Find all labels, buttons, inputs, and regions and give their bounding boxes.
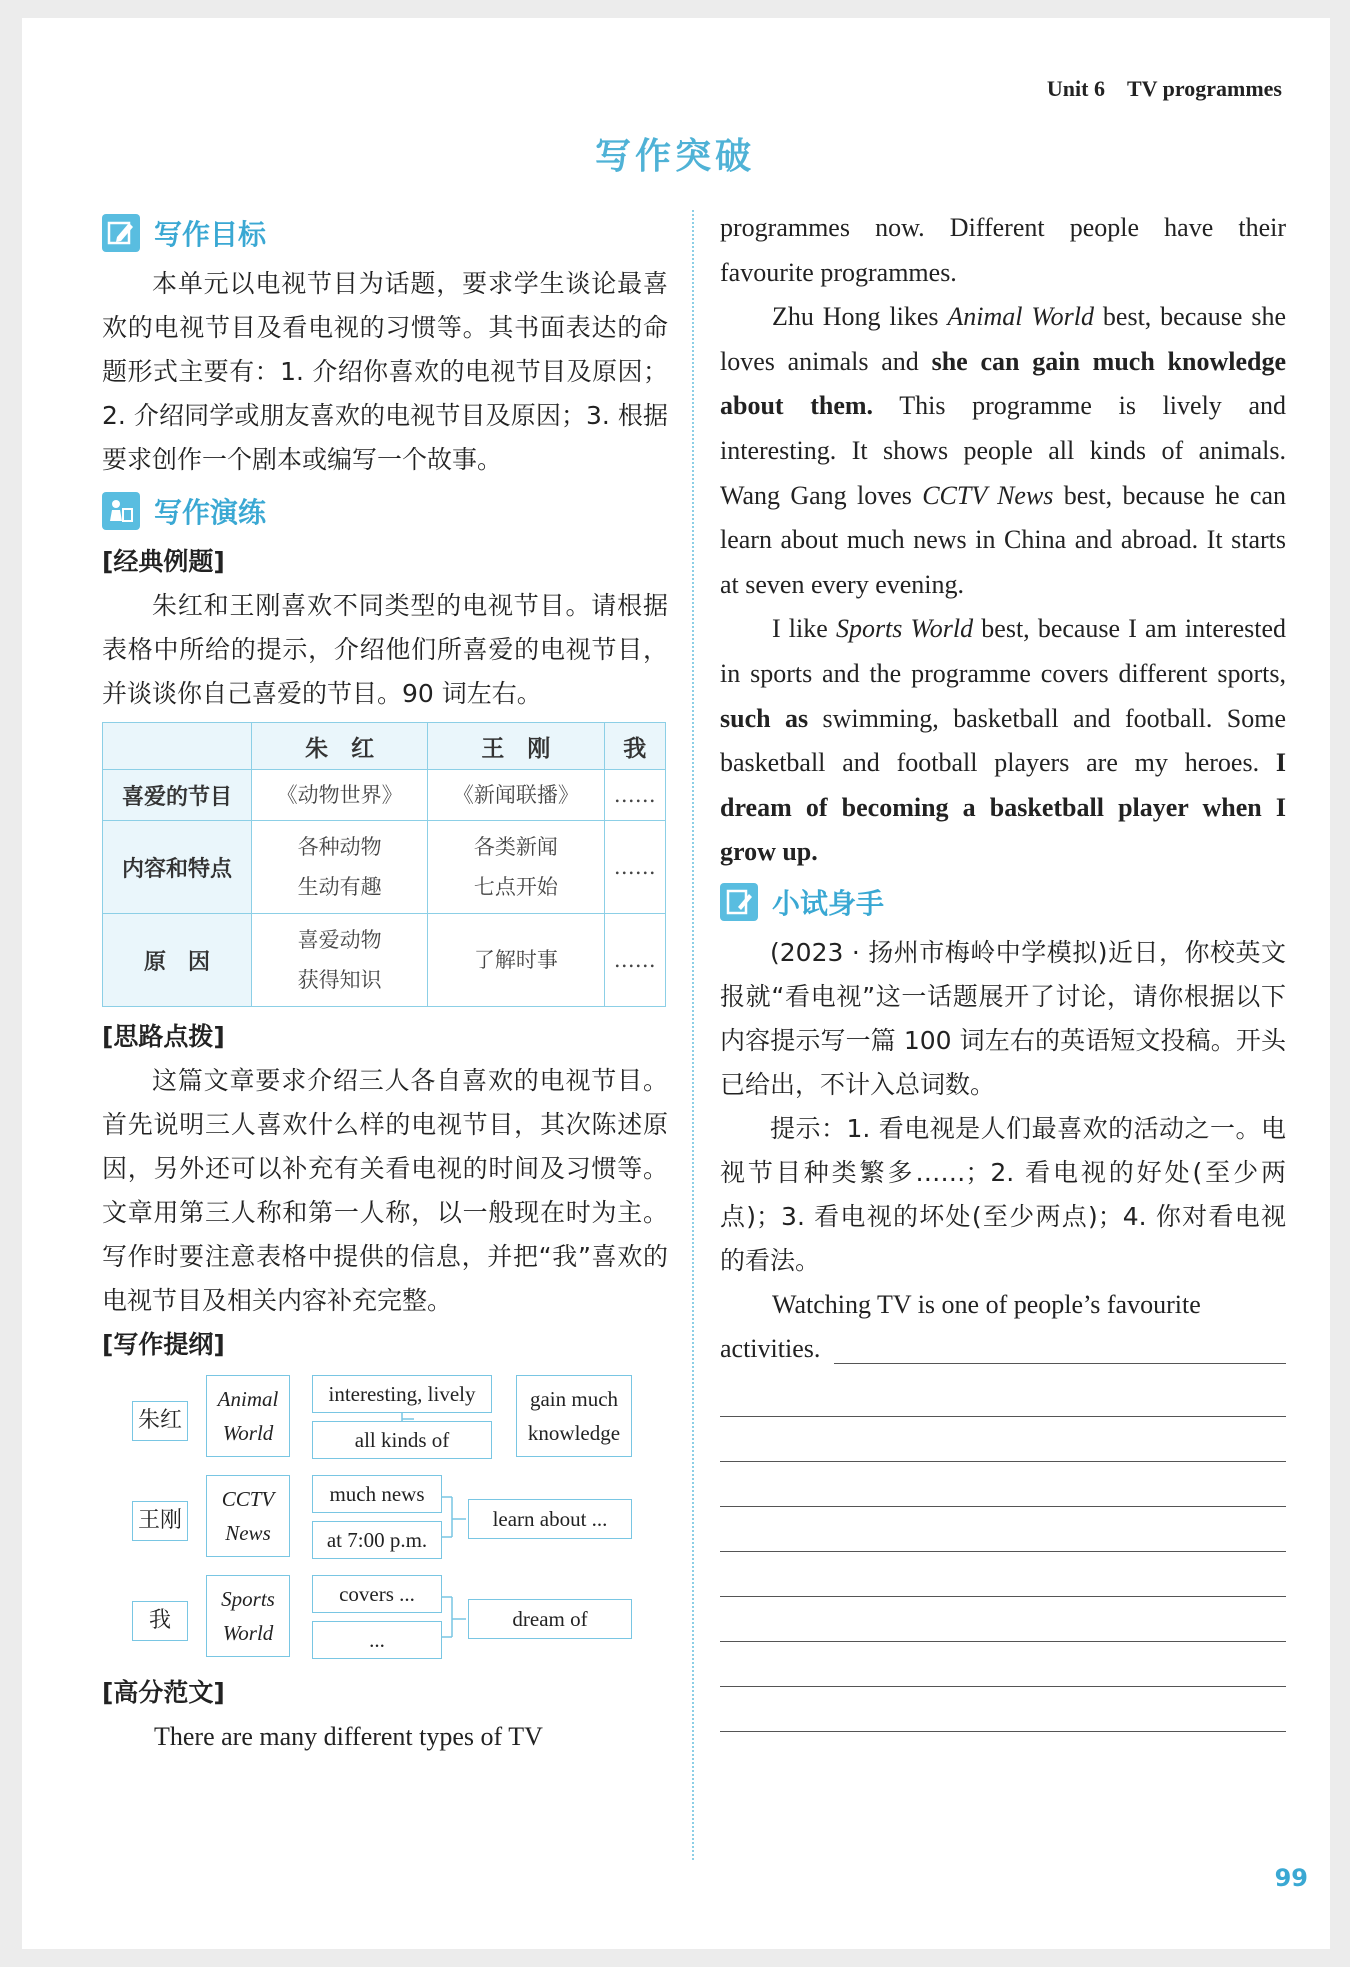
program-name: Sports World [835,614,974,644]
answer-line[interactable] [720,1507,1286,1552]
outline-label: [写作提纲] [102,1330,225,1359]
program-name: Animal World [947,302,1095,332]
row-label: 原 因 [103,914,252,1007]
cell-line: 七点开始 [473,875,558,899]
model-essay-paragraph-2 [720,295,1286,607]
row-label: 内容和特点 [103,821,252,914]
outline-feature: all kinds of [312,1421,492,1459]
text-run: best, because she loves animals and [720,302,1287,376]
answer-line[interactable] [720,1597,1286,1642]
answer-line[interactable] [834,1363,1286,1364]
program-line: World [222,1421,274,1445]
model-essay-start: There are many different types of TV [154,1722,543,1751]
answer-line[interactable] [720,1372,1286,1417]
reason-line: gain much [529,1387,619,1411]
task-text: (2023 · 扬州市梅岭中学模拟)近日，你校英文报就“看电视”这一话题展开了讨论，请你根据以下内容提示写一篇 100 词左右的英语短文投稿。开头已给出，不计入总词数。 [720,937,1286,1099]
writing-outline-diagram [102,1373,668,1661]
example-prompt: 朱红和王刚喜欢不同类型的电视节目。请根据表格中所给的提示，介绍他们所喜爱的电视节目，并谈谈你自己喜爱的节目。90 词左右。 [102,591,668,708]
cell-line: 喜爱动物 [297,928,382,952]
outline-feature: much news [312,1475,442,1513]
task-opening: Watching TV is one of people’s favourite [772,1289,1201,1319]
highlight-phrase: I dream of becoming a basketball player when I grow up. [720,748,1286,867]
table-row [103,821,666,914]
example-table [102,722,666,1007]
outline-person-zhu: 朱红 [132,1401,188,1441]
section-try-heading [720,879,1286,925]
cell-line: 生动有趣 [297,875,382,899]
model-essay-continued: programmes now. Different people have their favourite programmes. [720,213,1286,287]
goal-text: 本单元以电视节目为话题，要求学生谈论最喜欢的电视节目及看电视的习惯等。其书面表达的命题形式主要有：1. 介绍你喜欢的电视节目及原因；2. 介绍同学或朋友喜欢的电视节目及原因；3. 根据要求创作一个剧本或编写一个故事。 [102,269,668,474]
unit-label: Unit 6 [1046,76,1105,101]
outline-person-wang: 王刚 [132,1501,188,1541]
model-essay-paragraph-3 [720,607,1286,875]
table-cell: …… [604,914,666,1007]
task-hints: 提示：1. 看电视是人们最喜欢的活动之一。电视节目种类繁多……；2. 看电视的好处(至少两点)；3. 看电视的坏处(至少两点)；4. 你对看电视的看法。 [720,1113,1286,1275]
section-practice-heading [102,488,668,534]
highlight-phrase: she can gain much knowledge about them. [720,346,1286,421]
outline-feature: at 7:00 p.m. [312,1521,442,1559]
column-divider [692,210,694,1860]
writing-person-icon [102,492,140,530]
table-header-cell: 王 刚 [428,723,604,770]
answer-line[interactable] [720,1687,1286,1732]
page-title: 写作突破 [594,136,755,177]
example-label: [经典例题] [102,547,225,576]
table-cell [252,821,428,914]
table-row [103,914,666,1007]
left-column [102,210,668,1760]
program-line: CCTV [221,1487,275,1511]
right-column [720,206,1286,1732]
table-row [103,770,666,821]
cell-line: 各种动物 [297,835,382,859]
text-run: swimming, basketball and football. Some basketball and football players are my heroes. [720,703,1286,778]
outline-reason-zhu [516,1375,632,1457]
outline-reason-me: dream of [468,1599,632,1639]
table-cell [428,821,604,914]
table-cell: …… [604,821,666,914]
table-cell: …… [604,770,666,821]
pencil-icon [102,214,140,252]
row-label: 喜爱的节目 [103,770,252,821]
outline-program-me [206,1575,290,1657]
table-cell: 《新闻联播》 [428,770,604,821]
program-line: Animal [217,1387,279,1411]
cell-line: 获得知识 [297,968,382,992]
highlight-phrase: such as [720,703,809,733]
answer-line[interactable] [720,1417,1286,1462]
answer-line[interactable] [720,1462,1286,1507]
answer-line[interactable] [720,1552,1286,1597]
outline-feature: covers ... [312,1575,442,1613]
thinking-text: 这篇文章要求介绍三人各自喜欢的电视节目。首先说明三人喜欢什么样的电视节目，其次陈述原因，另外还可以补充有关看电视的时间及习惯等。文章用第三人称和第一人称，以一般现在时为主。写作时要注意表格中提供的信息，并把“我”喜欢的电视节目及相关内容补充完整。 [102,1066,668,1315]
pen-paper-icon [720,883,758,921]
text-run: best, because he can learn about much news in China and abroad. It starts at seven every evening. [720,480,1287,599]
program-line: News [225,1521,271,1545]
running-header [1025,76,1282,102]
outline-program-wang [206,1475,290,1557]
table-cell: 《动物世界》 [252,770,428,821]
table-header-cell [103,723,252,770]
table-header-row [103,723,666,770]
program-name: CCTV News [922,480,1054,510]
outline-reason-wang: learn about ... [468,1499,632,1539]
section-goal-title: 写作目标 [154,218,267,251]
text-run: I like [772,614,836,644]
cell-line: 各类新闻 [473,835,558,859]
outline-feature: ... [312,1621,442,1659]
table-cell [252,914,428,1007]
thinking-label: [思路点拨] [102,1022,225,1051]
topic-label: TV programmes [1126,76,1282,101]
section-try-title: 小试身手 [772,886,885,920]
outline-person-me: 我 [132,1601,188,1641]
answer-line[interactable] [720,1642,1286,1687]
outline-feature: interesting, lively [312,1375,492,1413]
answer-line-first [720,1328,1286,1372]
page-number: 99 [1274,1864,1308,1892]
task-opening-end: activities. [720,1333,821,1363]
text-run: Zhu Hong likes [772,302,948,332]
outline-program-zhu [206,1375,290,1457]
program-line: World [222,1621,274,1645]
section-goal-heading [102,210,668,256]
program-line: Sports [221,1587,275,1611]
table-cell: 了解时事 [428,914,604,1007]
section-practice-title: 写作演练 [154,496,267,529]
reason-line: knowledge [527,1421,621,1445]
model-label: [高分范文] [102,1678,225,1707]
table-header-cell: 我 [604,723,666,770]
table-header-cell: 朱 红 [252,723,428,770]
text-run: This programme is lively and interesting. It shows people all kinds of animals. Wang Gang loves [720,391,1286,510]
text-run: best, because I am interested in sports and the programme covers different sports, [720,614,1286,688]
